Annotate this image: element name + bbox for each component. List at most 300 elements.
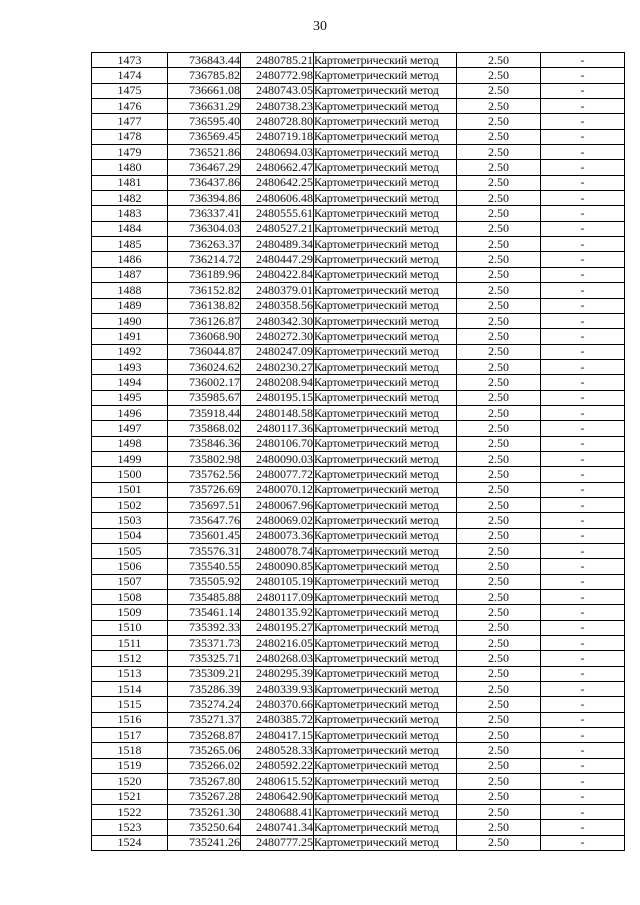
table-row <box>92 283 625 298</box>
method-cell: Картометрический метод <box>314 544 457 559</box>
precision-cell: 2.50 <box>457 620 541 635</box>
precision-cell: 2.50 <box>457 99 541 114</box>
x-coordinate-cell: 736126.87 <box>168 313 241 328</box>
point-number-cell: 1488 <box>92 283 168 298</box>
precision-cell: 2.50 <box>457 252 541 267</box>
table-row <box>92 482 625 497</box>
method-cell: Картометрический метод <box>314 528 457 543</box>
y-coordinate-cell: 2480073.36 <box>241 528 314 543</box>
coordinates-table <box>91 52 625 851</box>
x-coordinate-cell: 735371.73 <box>168 636 241 651</box>
method-cell: Картометрический метод <box>314 590 457 605</box>
precision-cell: 2.50 <box>457 329 541 344</box>
x-coordinate-cell: 735241.26 <box>168 835 241 850</box>
y-coordinate-cell: 2480615.52 <box>241 774 314 789</box>
table-row <box>92 451 625 466</box>
y-coordinate-cell: 2480555.61 <box>241 206 314 221</box>
y-coordinate-cell: 2480070.12 <box>241 482 314 497</box>
point-number-cell: 1515 <box>92 697 168 712</box>
precision-cell: 2.50 <box>457 666 541 681</box>
precision-cell: 2.50 <box>457 513 541 528</box>
point-number-cell: 1513 <box>92 666 168 681</box>
y-coordinate-cell: 2480772.98 <box>241 68 314 83</box>
method-cell: Картометрический метод <box>314 820 457 835</box>
y-coordinate-cell: 2480295.39 <box>241 666 314 681</box>
y-coordinate-cell: 2480662.47 <box>241 160 314 175</box>
y-coordinate-cell: 2480117.36 <box>241 421 314 436</box>
method-cell: Картометрический метод <box>314 160 457 175</box>
method-cell: Картометрический метод <box>314 83 457 98</box>
point-number-cell: 1509 <box>92 605 168 620</box>
dash-cell: - <box>541 605 625 620</box>
point-number-cell: 1504 <box>92 528 168 543</box>
y-coordinate-cell: 2480090.85 <box>241 559 314 574</box>
table-row <box>92 651 625 666</box>
table-row <box>92 99 625 114</box>
precision-cell: 2.50 <box>457 636 541 651</box>
y-coordinate-cell: 2480078.74 <box>241 544 314 559</box>
precision-cell: 2.50 <box>457 774 541 789</box>
method-cell: Картометрический метод <box>314 467 457 482</box>
table-row <box>92 804 625 819</box>
precision-cell: 2.50 <box>457 804 541 819</box>
dash-cell: - <box>541 774 625 789</box>
precision-cell: 2.50 <box>457 68 541 83</box>
dash-cell: - <box>541 114 625 129</box>
dash-cell: - <box>541 697 625 712</box>
dash-cell: - <box>541 129 625 144</box>
dash-cell: - <box>541 267 625 282</box>
x-coordinate-cell: 735261.30 <box>168 804 241 819</box>
point-number-cell: 1519 <box>92 758 168 773</box>
y-coordinate-cell: 2480069.02 <box>241 513 314 528</box>
method-cell: Картометрический метод <box>314 574 457 589</box>
x-coordinate-cell: 735392.33 <box>168 620 241 635</box>
point-number-cell: 1498 <box>92 436 168 451</box>
table-row <box>92 359 625 374</box>
table-row <box>92 206 625 221</box>
point-number-cell: 1478 <box>92 129 168 144</box>
method-cell: Картометрический метод <box>314 774 457 789</box>
point-number-cell: 1492 <box>92 344 168 359</box>
y-coordinate-cell: 2480528.33 <box>241 743 314 758</box>
method-cell: Картометрический метод <box>314 390 457 405</box>
point-number-cell: 1522 <box>92 804 168 819</box>
point-number-cell: 1481 <box>92 175 168 190</box>
table-row <box>92 329 625 344</box>
table-row <box>92 298 625 313</box>
y-coordinate-cell: 2480339.93 <box>241 682 314 697</box>
dash-cell: - <box>541 298 625 313</box>
precision-cell: 2.50 <box>457 175 541 190</box>
method-cell: Картометрический метод <box>314 99 457 114</box>
x-coordinate-cell: 735540.55 <box>168 559 241 574</box>
method-cell: Картометрический метод <box>314 620 457 635</box>
precision-cell: 2.50 <box>457 820 541 835</box>
precision-cell: 2.50 <box>457 482 541 497</box>
method-cell: Картометрический метод <box>314 743 457 758</box>
dash-cell: - <box>541 390 625 405</box>
y-coordinate-cell: 2480117.09 <box>241 590 314 605</box>
method-cell: Картометрический метод <box>314 114 457 129</box>
x-coordinate-cell: 736044.87 <box>168 344 241 359</box>
x-coordinate-cell: 735846.36 <box>168 436 241 451</box>
x-coordinate-cell: 735286.39 <box>168 682 241 697</box>
point-number-cell: 1485 <box>92 237 168 252</box>
y-coordinate-cell: 2480642.25 <box>241 175 314 190</box>
method-cell: Картометрический метод <box>314 651 457 666</box>
method-cell: Картометрический метод <box>314 298 457 313</box>
x-coordinate-cell: 735726.69 <box>168 482 241 497</box>
point-number-cell: 1493 <box>92 359 168 374</box>
precision-cell: 2.50 <box>457 191 541 206</box>
method-cell: Картометрический метод <box>314 636 457 651</box>
method-cell: Картометрический метод <box>314 497 457 512</box>
point-number-cell: 1510 <box>92 620 168 635</box>
table-row <box>92 682 625 697</box>
dash-cell: - <box>541 344 625 359</box>
method-cell: Картометрический метод <box>314 375 457 390</box>
x-coordinate-cell: 735271.37 <box>168 712 241 727</box>
point-number-cell: 1473 <box>92 53 168 68</box>
table-row <box>92 145 625 160</box>
method-cell: Картометрический метод <box>314 513 457 528</box>
dash-cell: - <box>541 636 625 651</box>
y-coordinate-cell: 2480272.30 <box>241 329 314 344</box>
method-cell: Картометрический метод <box>314 682 457 697</box>
point-number-cell: 1507 <box>92 574 168 589</box>
table-row <box>92 528 625 543</box>
x-coordinate-cell: 736843.44 <box>168 53 241 68</box>
method-cell: Картометрический метод <box>314 129 457 144</box>
y-coordinate-cell: 2480489.34 <box>241 237 314 252</box>
point-number-cell: 1521 <box>92 789 168 804</box>
precision-cell: 2.50 <box>457 421 541 436</box>
method-cell: Картометрический метод <box>314 405 457 420</box>
y-coordinate-cell: 2480642.90 <box>241 789 314 804</box>
method-cell: Картометрический метод <box>314 712 457 727</box>
precision-cell: 2.50 <box>457 497 541 512</box>
y-coordinate-cell: 2480777.25 <box>241 835 314 850</box>
point-number-cell: 1487 <box>92 267 168 282</box>
y-coordinate-cell: 2480422.84 <box>241 267 314 282</box>
method-cell: Картометрический метод <box>314 267 457 282</box>
table-row <box>92 160 625 175</box>
table-row <box>92 590 625 605</box>
point-number-cell: 1499 <box>92 451 168 466</box>
dash-cell: - <box>541 728 625 743</box>
dash-cell: - <box>541 820 625 835</box>
precision-cell: 2.50 <box>457 405 541 420</box>
precision-cell: 2.50 <box>457 835 541 850</box>
method-cell: Картометрический метод <box>314 804 457 819</box>
point-number-cell: 1512 <box>92 651 168 666</box>
method-cell: Картометрический метод <box>314 329 457 344</box>
x-coordinate-cell: 736068.90 <box>168 329 241 344</box>
x-coordinate-cell: 735266.02 <box>168 758 241 773</box>
point-number-cell: 1490 <box>92 313 168 328</box>
x-coordinate-cell: 736631.29 <box>168 99 241 114</box>
y-coordinate-cell: 2480247.09 <box>241 344 314 359</box>
table-row <box>92 789 625 804</box>
dash-cell: - <box>541 375 625 390</box>
point-number-cell: 1517 <box>92 728 168 743</box>
x-coordinate-cell: 735267.28 <box>168 789 241 804</box>
method-cell: Картометрический метод <box>314 789 457 804</box>
dash-cell: - <box>541 666 625 681</box>
y-coordinate-cell: 2480592.22 <box>241 758 314 773</box>
table-row <box>92 252 625 267</box>
precision-cell: 2.50 <box>457 237 541 252</box>
method-cell: Картометрический метод <box>314 451 457 466</box>
method-cell: Картометрический метод <box>314 359 457 374</box>
table-row <box>92 114 625 129</box>
point-number-cell: 1483 <box>92 206 168 221</box>
precision-cell: 2.50 <box>457 160 541 175</box>
table-row <box>92 835 625 850</box>
y-coordinate-cell: 2480743.05 <box>241 83 314 98</box>
point-number-cell: 1516 <box>92 712 168 727</box>
point-number-cell: 1494 <box>92 375 168 390</box>
table-row <box>92 436 625 451</box>
dash-cell: - <box>541 620 625 635</box>
point-number-cell: 1474 <box>92 68 168 83</box>
precision-cell: 2.50 <box>457 145 541 160</box>
precision-cell: 2.50 <box>457 206 541 221</box>
method-cell: Картометрический метод <box>314 191 457 206</box>
y-coordinate-cell: 2480719.18 <box>241 129 314 144</box>
table-row <box>92 559 625 574</box>
x-coordinate-cell: 735505.92 <box>168 574 241 589</box>
y-coordinate-cell: 2480417.15 <box>241 728 314 743</box>
table-row <box>92 620 625 635</box>
x-coordinate-cell: 735309.21 <box>168 666 241 681</box>
y-coordinate-cell: 2480216.05 <box>241 636 314 651</box>
table-row <box>92 175 625 190</box>
precision-cell: 2.50 <box>457 221 541 236</box>
x-coordinate-cell: 735985.67 <box>168 390 241 405</box>
method-cell: Картометрический метод <box>314 758 457 773</box>
dash-cell: - <box>541 405 625 420</box>
precision-cell: 2.50 <box>457 298 541 313</box>
point-number-cell: 1524 <box>92 835 168 850</box>
dash-cell: - <box>541 559 625 574</box>
point-number-cell: 1480 <box>92 160 168 175</box>
point-number-cell: 1479 <box>92 145 168 160</box>
table-row <box>92 83 625 98</box>
point-number-cell: 1491 <box>92 329 168 344</box>
method-cell: Картометрический метод <box>314 835 457 850</box>
point-number-cell: 1502 <box>92 497 168 512</box>
table-row <box>92 636 625 651</box>
method-cell: Картометрический метод <box>314 206 457 221</box>
method-cell: Картометрический метод <box>314 53 457 68</box>
point-number-cell: 1508 <box>92 590 168 605</box>
method-cell: Картометрический метод <box>314 145 457 160</box>
table-row <box>92 513 625 528</box>
point-number-cell: 1475 <box>92 83 168 98</box>
point-number-cell: 1518 <box>92 743 168 758</box>
table-row <box>92 405 625 420</box>
table-row <box>92 375 625 390</box>
table-row <box>92 544 625 559</box>
x-coordinate-cell: 735461.14 <box>168 605 241 620</box>
table-row <box>92 728 625 743</box>
table-row <box>92 390 625 405</box>
point-number-cell: 1505 <box>92 544 168 559</box>
table-row <box>92 191 625 206</box>
y-coordinate-cell: 2480067.96 <box>241 497 314 512</box>
method-cell: Картометрический метод <box>314 237 457 252</box>
x-coordinate-cell: 736263.37 <box>168 237 241 252</box>
y-coordinate-cell: 2480106.70 <box>241 436 314 451</box>
precision-cell: 2.50 <box>457 283 541 298</box>
point-number-cell: 1484 <box>92 221 168 236</box>
table-row <box>92 267 625 282</box>
method-cell: Картометрический метод <box>314 68 457 83</box>
dash-cell: - <box>541 191 625 206</box>
x-coordinate-cell: 736138.82 <box>168 298 241 313</box>
x-coordinate-cell: 736337.41 <box>168 206 241 221</box>
precision-cell: 2.50 <box>457 605 541 620</box>
dash-cell: - <box>541 528 625 543</box>
x-coordinate-cell: 736521.86 <box>168 145 241 160</box>
y-coordinate-cell: 2480606.48 <box>241 191 314 206</box>
x-coordinate-cell: 735250.64 <box>168 820 241 835</box>
precision-cell: 2.50 <box>457 375 541 390</box>
dash-cell: - <box>541 83 625 98</box>
x-coordinate-cell: 736304.03 <box>168 221 241 236</box>
table-row <box>92 820 625 835</box>
point-number-cell: 1486 <box>92 252 168 267</box>
x-coordinate-cell: 736661.08 <box>168 83 241 98</box>
x-coordinate-cell: 736569.45 <box>168 129 241 144</box>
precision-cell: 2.50 <box>457 83 541 98</box>
precision-cell: 2.50 <box>457 267 541 282</box>
y-coordinate-cell: 2480688.41 <box>241 804 314 819</box>
point-number-cell: 1497 <box>92 421 168 436</box>
y-coordinate-cell: 2480208.94 <box>241 375 314 390</box>
coordinates-table-body <box>92 53 625 851</box>
precision-cell: 2.50 <box>457 728 541 743</box>
y-coordinate-cell: 2480148.58 <box>241 405 314 420</box>
point-number-cell: 1523 <box>92 820 168 835</box>
dash-cell: - <box>541 421 625 436</box>
precision-cell: 2.50 <box>457 697 541 712</box>
method-cell: Картометрический метод <box>314 482 457 497</box>
precision-cell: 2.50 <box>457 559 541 574</box>
point-number-cell: 1476 <box>92 99 168 114</box>
dash-cell: - <box>541 436 625 451</box>
precision-cell: 2.50 <box>457 344 541 359</box>
y-coordinate-cell: 2480785.21 <box>241 53 314 68</box>
table-row <box>92 574 625 589</box>
method-cell: Картометрический метод <box>314 175 457 190</box>
table-row <box>92 313 625 328</box>
y-coordinate-cell: 2480090.03 <box>241 451 314 466</box>
precision-cell: 2.50 <box>457 574 541 589</box>
method-cell: Картометрический метод <box>314 344 457 359</box>
x-coordinate-cell: 736002.17 <box>168 375 241 390</box>
precision-cell: 2.50 <box>457 590 541 605</box>
y-coordinate-cell: 2480230.27 <box>241 359 314 374</box>
dash-cell: - <box>541 743 625 758</box>
dash-cell: - <box>541 804 625 819</box>
x-coordinate-cell: 735274.24 <box>168 697 241 712</box>
page-number: 30 <box>313 19 327 34</box>
precision-cell: 2.50 <box>457 313 541 328</box>
dash-cell: - <box>541 451 625 466</box>
method-cell: Картометрический метод <box>314 436 457 451</box>
method-cell: Картометрический метод <box>314 559 457 574</box>
x-coordinate-cell: 736595.40 <box>168 114 241 129</box>
dash-cell: - <box>541 313 625 328</box>
table-row <box>92 237 625 252</box>
x-coordinate-cell: 735485.88 <box>168 590 241 605</box>
point-number-cell: 1496 <box>92 405 168 420</box>
method-cell: Картометрический метод <box>314 252 457 267</box>
dash-cell: - <box>541 651 625 666</box>
table-row <box>92 743 625 758</box>
dash-cell: - <box>541 175 625 190</box>
x-coordinate-cell: 735868.02 <box>168 421 241 436</box>
method-cell: Картометрический метод <box>314 605 457 620</box>
method-cell: Картометрический метод <box>314 666 457 681</box>
x-coordinate-cell: 735802.98 <box>168 451 241 466</box>
table-row <box>92 221 625 236</box>
dash-cell: - <box>541 590 625 605</box>
table-row <box>92 697 625 712</box>
y-coordinate-cell: 2480379.01 <box>241 283 314 298</box>
dash-cell: - <box>541 497 625 512</box>
precision-cell: 2.50 <box>457 451 541 466</box>
dash-cell: - <box>541 712 625 727</box>
y-coordinate-cell: 2480728.80 <box>241 114 314 129</box>
dash-cell: - <box>541 99 625 114</box>
precision-cell: 2.50 <box>457 129 541 144</box>
dash-cell: - <box>541 359 625 374</box>
y-coordinate-cell: 2480105.19 <box>241 574 314 589</box>
precision-cell: 2.50 <box>457 53 541 68</box>
x-coordinate-cell: 735697.51 <box>168 497 241 512</box>
precision-cell: 2.50 <box>457 758 541 773</box>
precision-cell: 2.50 <box>457 359 541 374</box>
point-number-cell: 1503 <box>92 513 168 528</box>
dash-cell: - <box>541 789 625 804</box>
precision-cell: 2.50 <box>457 712 541 727</box>
dash-cell: - <box>541 53 625 68</box>
method-cell: Картометрический метод <box>314 421 457 436</box>
point-number-cell: 1511 <box>92 636 168 651</box>
method-cell: Картометрический метод <box>314 221 457 236</box>
table-row <box>92 344 625 359</box>
y-coordinate-cell: 2480135.92 <box>241 605 314 620</box>
precision-cell: 2.50 <box>457 743 541 758</box>
precision-cell: 2.50 <box>457 467 541 482</box>
table-row <box>92 666 625 681</box>
x-coordinate-cell: 735647.76 <box>168 513 241 528</box>
x-coordinate-cell: 736394.86 <box>168 191 241 206</box>
point-number-cell: 1514 <box>92 682 168 697</box>
y-coordinate-cell: 2480195.27 <box>241 620 314 635</box>
dash-cell: - <box>541 574 625 589</box>
dash-cell: - <box>541 145 625 160</box>
point-number-cell: 1489 <box>92 298 168 313</box>
dash-cell: - <box>541 252 625 267</box>
y-coordinate-cell: 2480527.21 <box>241 221 314 236</box>
method-cell: Картометрический метод <box>314 283 457 298</box>
dash-cell: - <box>541 160 625 175</box>
